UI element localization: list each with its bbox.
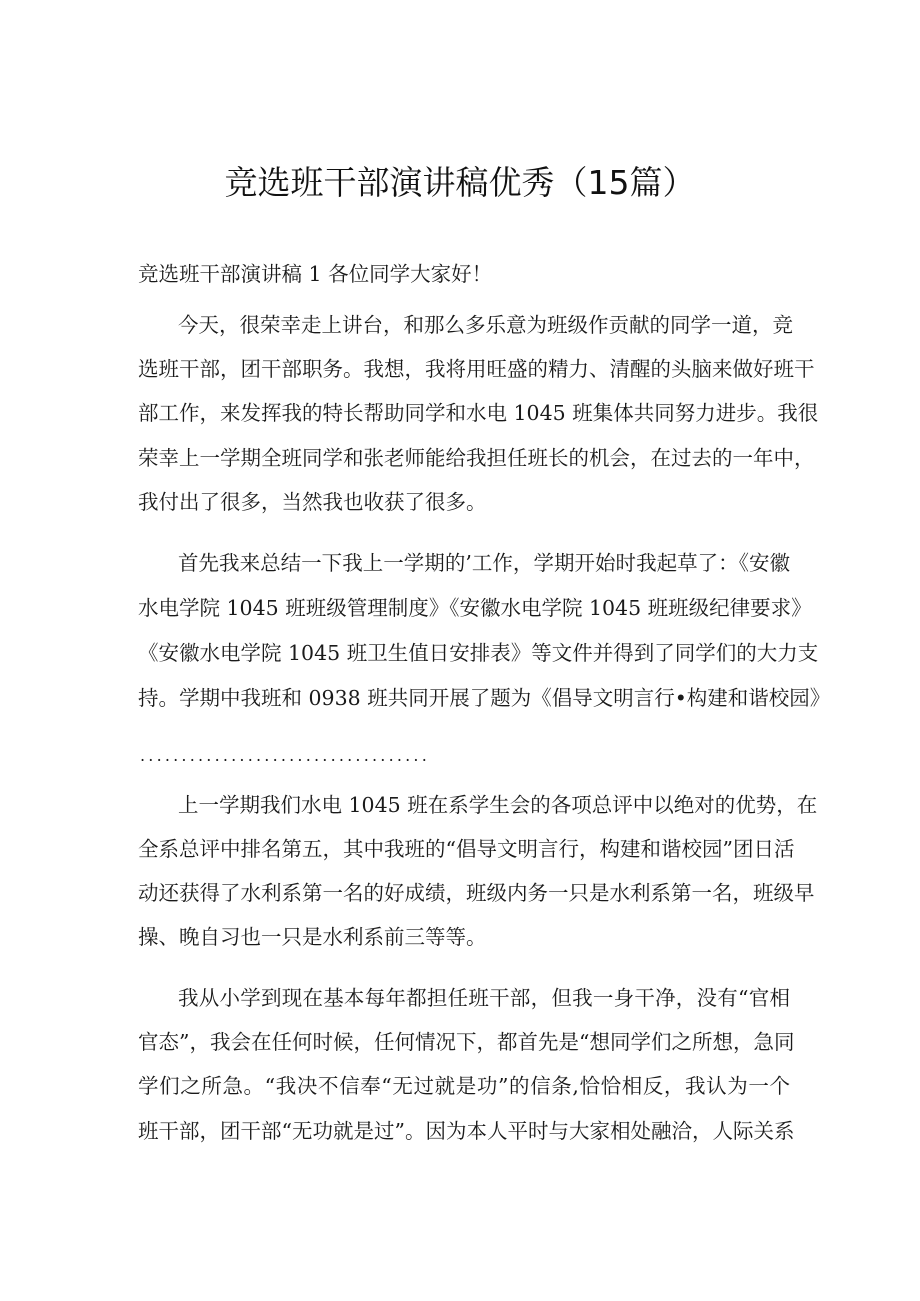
text-line: 荣幸上一学期全班同学和张老师能给我担任班长的机会，在过去的一年中， xyxy=(138,446,815,470)
text-line: 学们之所急。“我决不信奉“无过就是功”的信条,恰恰相反，我认为一个 xyxy=(138,1074,790,1098)
text-line: 我付出了很多，当然我也收获了很多。 xyxy=(138,490,487,514)
text-line: 班干部，团干部“无功就是过”。因为本人平时与大家相处融洽，人际关系 xyxy=(138,1119,795,1143)
text-line: 《安徽水电学院 1045 班卫生值日安排表》等文件并得到了同学们的大力支 xyxy=(138,641,819,665)
text-line: 竞选班干部演讲稿 1 各位同学大家好！ xyxy=(138,262,493,286)
text-line: 动还获得了水利系第一名的好成绩，班级内务一只是水利系第一名，班级早 xyxy=(138,881,815,905)
text-line: 首先我来总结一下我上一学期的’工作，学期开始时我起草了：《安徽 xyxy=(178,551,790,575)
text-line: 我从小学到现在基本每年都担任班干部，但我一身干净，没有“官相 xyxy=(178,986,790,1010)
ellipsis-dots: ................................... xyxy=(140,746,431,765)
text-line: 水电学院 1045 班班级管理制度》《安徽水电学院 1045 班班级纪律要求》 xyxy=(138,596,812,620)
text-line: 今天，很荣幸走上讲台，和那么多乐意为班级作贡献的同学一道，竞 xyxy=(178,313,793,337)
text-line: 选班干部，团干部职务。我想，我将用旺盛的精力、清醒的头脑来做好班干 xyxy=(138,357,815,381)
text-line: 部工作，来发挥我的特长帮助同学和水电 1045 班集体共同努力进步。我很 xyxy=(138,401,819,425)
text-line: 官态”，我会在任何时候，任何情况下，都首先是“想同学们之所想，急同 xyxy=(138,1030,795,1054)
text-line: 持。学期中我班和 0938 班共同开展了题为《倡导文明言行•构建和谐校园》 xyxy=(138,686,831,710)
text-line: 全系总评中排名第五，其中我班的“倡导文明言行，构建和谐校园”团日活 xyxy=(138,837,795,861)
text-line: 上一学期我们水电 1045 班在系学生会的各项总评中以绝对的优势，在 xyxy=(178,793,818,817)
document-title: 竞选班干部演讲稿优秀（15篇） xyxy=(224,163,696,202)
text-line: 操、晚自习也一只是水利系前三等等。 xyxy=(138,925,487,949)
